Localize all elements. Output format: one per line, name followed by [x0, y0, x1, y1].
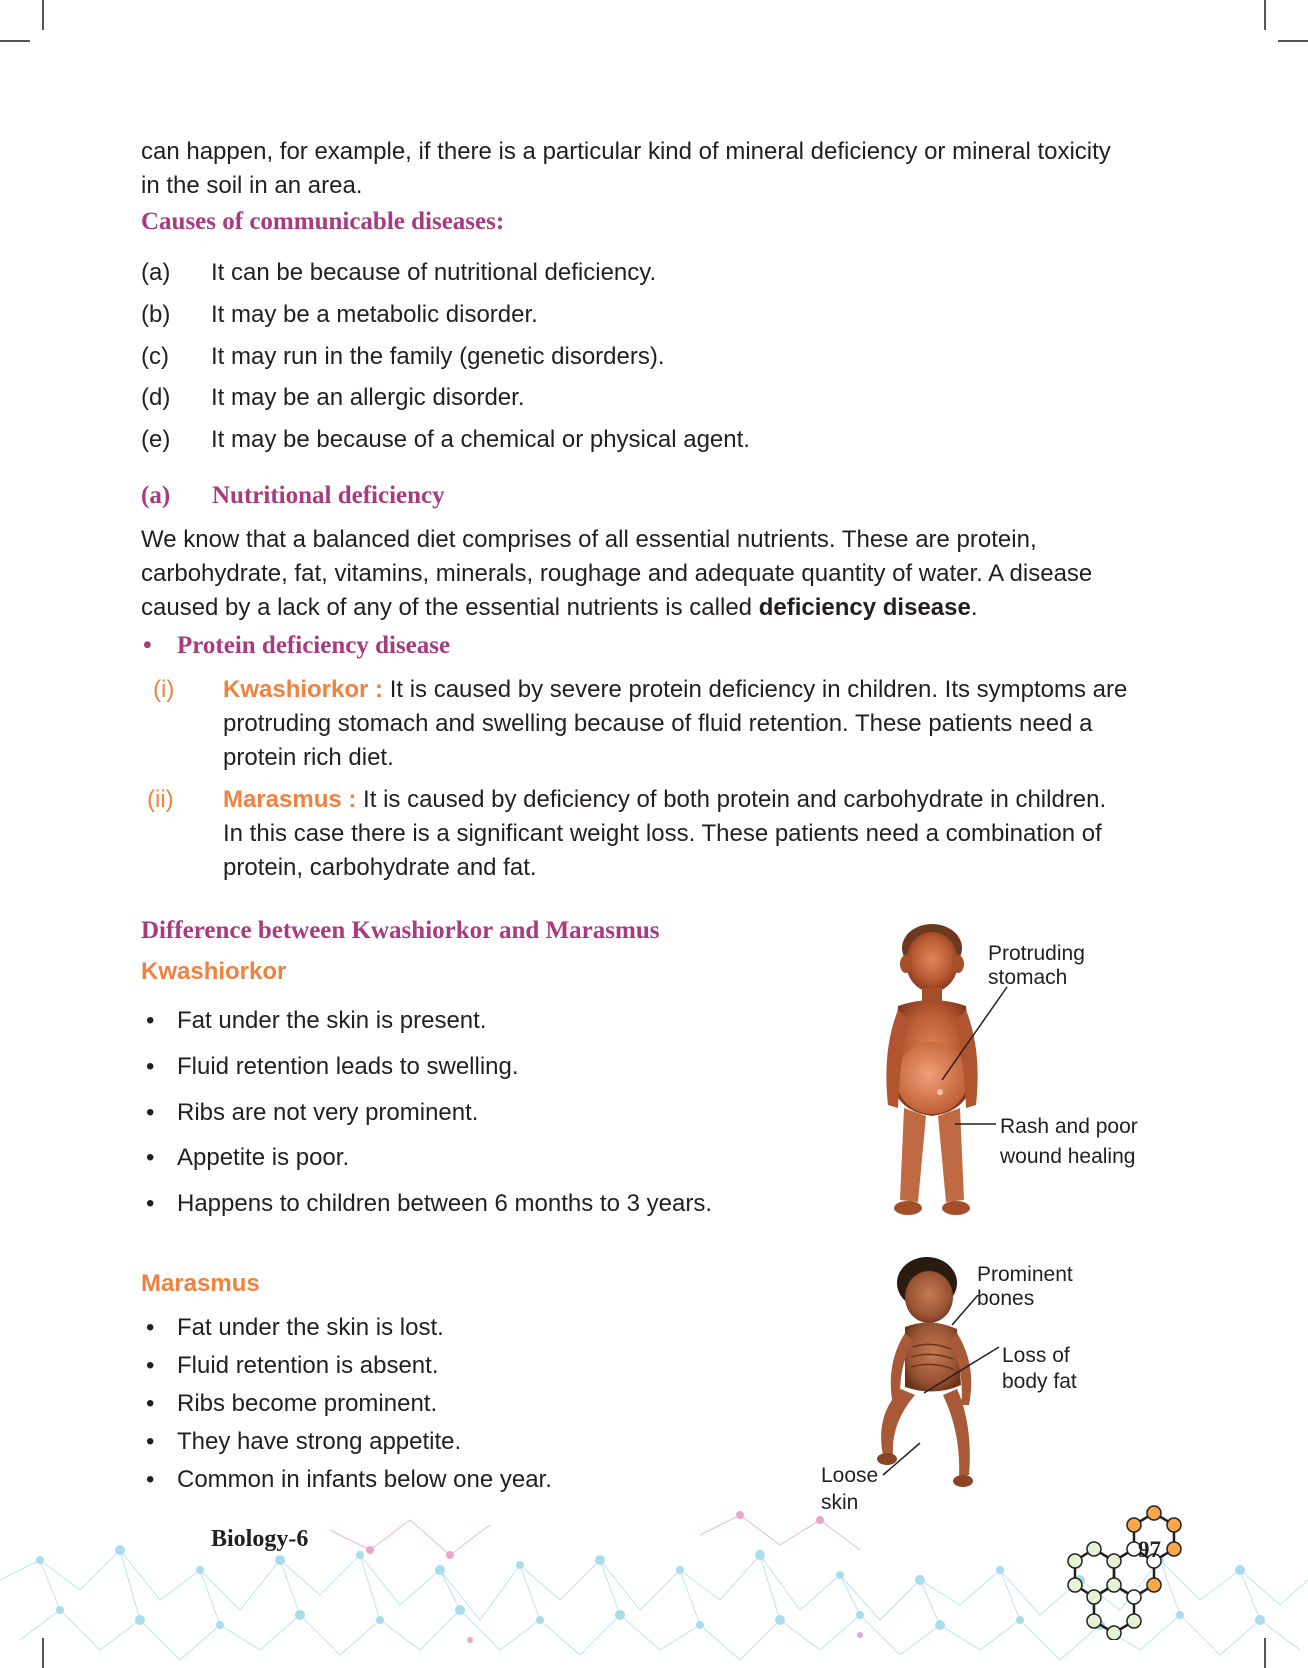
list-text: It may be because of a chemical or physical agent. — [211, 426, 750, 453]
label-protruding-stomach — [988, 942, 1085, 990]
point-text: Happens to children between 6 months to 3 years. — [177, 1190, 712, 1217]
list-item — [141, 299, 1169, 331]
paragraph-line: carbohydrate, fat, vitamins, minerals, roughage and adequate quantity of water. A disease — [141, 560, 1093, 587]
label-line: Protruding — [988, 942, 1085, 965]
causes-heading: Causes of communicable diseases: — [141, 208, 505, 235]
kwashiorkor-title: Kwashiorkor — [141, 958, 287, 985]
list-marker: (e) — [141, 426, 171, 453]
item-term: Marasmus : — [223, 786, 357, 813]
list-item — [141, 341, 1169, 373]
intro-line: in the soil in an area. — [141, 172, 363, 199]
nutritional-paragraph — [141, 523, 1169, 625]
protein-item-kwashiorkor — [141, 673, 1169, 777]
crop-mark — [42, 0, 44, 30]
label-line: body fat — [1002, 1370, 1077, 1393]
page-number-hexagon — [1055, 1505, 1205, 1640]
label-loss-of-body-fat — [1002, 1343, 1077, 1395]
point-text: Ribs become prominent. — [177, 1390, 438, 1417]
list-item — [141, 424, 1169, 456]
point-text: Common in infants below one year. — [177, 1466, 552, 1493]
crop-mark — [1264, 0, 1266, 30]
point-text: Fluid retention leads to swelling. — [177, 1053, 519, 1080]
list-text: It can be because of nutritional deficiency. — [211, 259, 657, 286]
bullet-dot: • — [143, 632, 152, 659]
item-line: In this case there is a significant weight loss. These patients need a combination of — [223, 820, 1102, 847]
marasmus-title: Marasmus — [141, 1270, 260, 1297]
bold-term: deficiency disease — [758, 594, 971, 621]
item-marker: (ii) — [147, 786, 174, 813]
item-line — [223, 783, 1169, 817]
point-text: Fat under the skin is lost. — [177, 1314, 444, 1341]
item-line: protein, carbohydrate and fat. — [223, 854, 537, 881]
intro-line: can happen, for example, if there is a particular kind of mineral deficiency or mineral toxicity — [141, 138, 1111, 165]
protein-item-marasmus — [141, 783, 1169, 887]
difference-heading: Difference between Kwashiorkor and Marasmus — [141, 917, 660, 944]
footer-book-title: Biology-6 — [211, 1526, 309, 1552]
item-text — [223, 783, 1169, 885]
list-marker: (a) — [141, 259, 171, 286]
paragraph-line: We know that a balanced diet comprises of all essential nutrients. These are protein, — [141, 526, 1037, 553]
list-item — [141, 382, 1169, 414]
list-text: It may be a metabolic disorder. — [211, 301, 538, 328]
item-line-text: It is caused by severe protein deficiency in children. Its symptoms are — [383, 676, 1128, 703]
label-line: skin — [821, 1491, 859, 1514]
label-line: wound healing — [1000, 1145, 1136, 1168]
paragraph-line — [141, 591, 1169, 625]
protein-heading: Protein deficiency disease — [177, 632, 451, 659]
label-pointer-lines — [880, 1295, 1010, 1485]
point-text: Fluid retention is absent. — [177, 1352, 439, 1379]
item-term: Kwashiorkor : — [223, 676, 384, 703]
item-text — [223, 673, 1169, 775]
crop-mark — [0, 40, 30, 42]
nutritional-heading: Nutritional deficiency — [212, 482, 445, 509]
paragraph-text: . — [970, 594, 978, 621]
point-text: Ribs are not very prominent. — [177, 1099, 479, 1126]
label-line: Prominent — [977, 1263, 1073, 1286]
item-line-text: It is caused by deficiency of both protein and carbohydrate in children. — [356, 786, 1107, 813]
point-text: They have strong appetite. — [177, 1428, 462, 1455]
label-line: Loss of — [1002, 1344, 1070, 1367]
section-marker: (a) — [141, 482, 171, 509]
list-marker: (b) — [141, 301, 171, 328]
list-marker: (d) — [141, 384, 171, 411]
label-line: Rash and poor — [1000, 1115, 1138, 1138]
item-line — [223, 673, 1169, 707]
list-text: It may run in the family (genetic disorders). — [211, 343, 665, 370]
label-line: bones — [977, 1287, 1035, 1310]
point-text: Fat under the skin is present. — [177, 1007, 487, 1034]
item-line: protein rich diet. — [223, 744, 394, 771]
point-text: Appetite is poor. — [177, 1144, 350, 1171]
label-rash — [1000, 1112, 1138, 1172]
item-marker: (i) — [153, 676, 175, 703]
label-line: Loose — [821, 1464, 879, 1487]
label-prominent-bones — [977, 1263, 1073, 1311]
item-line: protruding stomach and swelling because of fluid retention. These patients need a — [223, 710, 1093, 737]
paragraph-text: caused by a lack of any of the essential nutrients is called — [141, 594, 759, 621]
list-item — [141, 257, 1169, 289]
list-marker: (c) — [141, 343, 169, 370]
list-text: It may be an allergic disorder. — [211, 384, 525, 411]
intro-paragraph — [141, 135, 1169, 203]
crop-mark — [1278, 40, 1308, 42]
label-line: stomach — [988, 966, 1068, 989]
page-number: 97 — [1138, 1537, 1161, 1562]
